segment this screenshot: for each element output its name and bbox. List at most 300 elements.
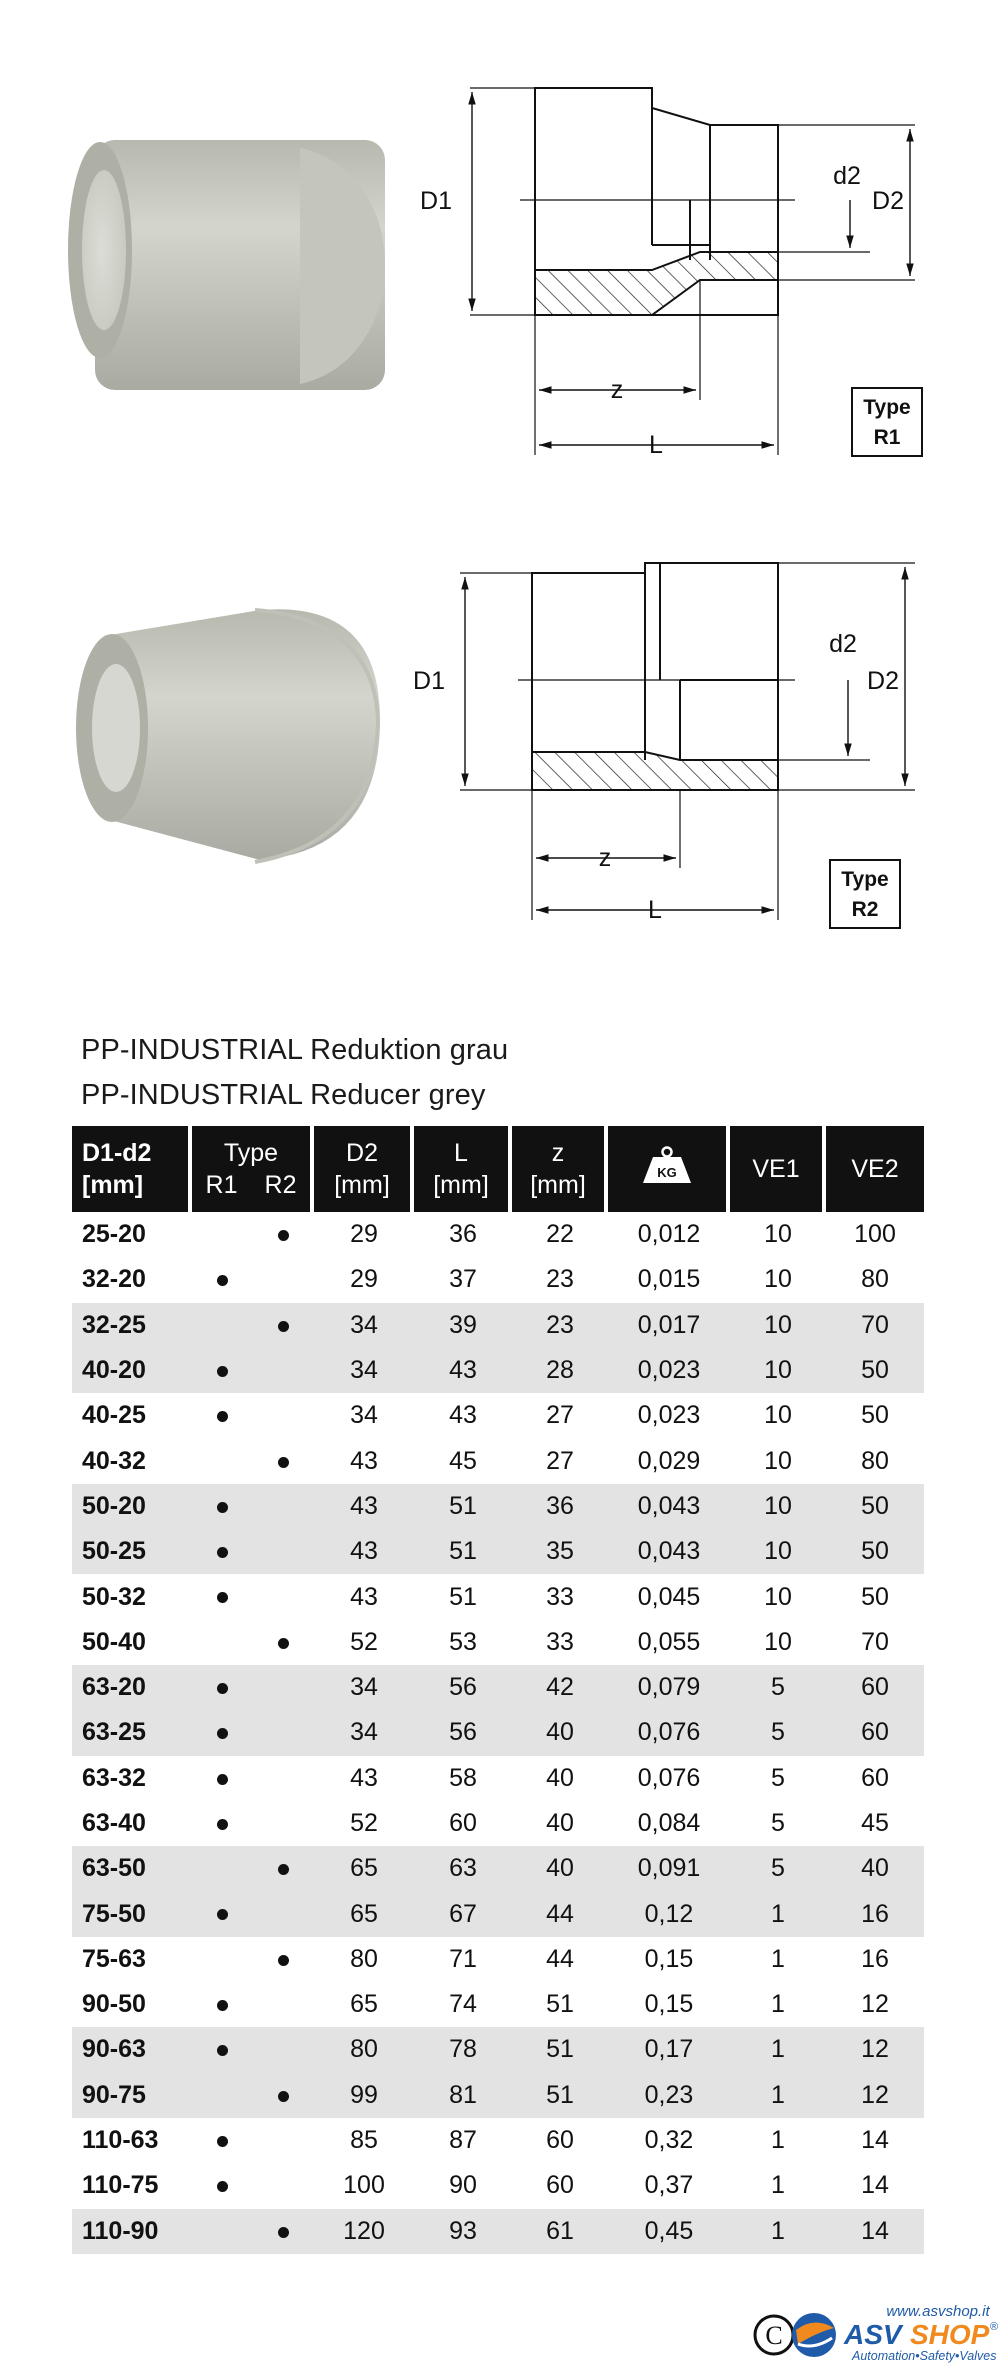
cell-kg: 0,023 (637, 1401, 701, 1430)
cell-kg: 0,32 (644, 2126, 694, 2155)
type-r1-marker (203, 1628, 243, 1657)
title-english: PP-INDUSTRIAL Reducer grey (81, 1079, 486, 1111)
cell-dd: 40-20 (72, 1348, 192, 1393)
cell-ve1: 1 (730, 2209, 826, 2254)
type-r2-marker (264, 1220, 304, 1249)
cell-type (192, 2027, 314, 2072)
title-german: PP-INDUSTRIAL Reduktion grau (81, 1034, 509, 1066)
cell-l: 51 (449, 1582, 477, 1611)
header-weight (608, 1126, 730, 1212)
type-r2-marker (264, 1718, 304, 1747)
type-r1-marker (203, 1990, 243, 2019)
cell-z: 33 (546, 1582, 574, 1611)
bullet-dot-icon (217, 1819, 228, 1830)
table-row (72, 1393, 924, 1438)
bullet-dot-icon (278, 1321, 289, 1332)
logo-brand-asv: ASV (844, 2319, 902, 2350)
cell-l: 56 (414, 1710, 512, 1755)
cell-ve1: 1 (771, 1990, 785, 2019)
type-r2-marker (264, 2171, 304, 2200)
cell-z: 36 (512, 1484, 608, 1529)
type-r2-marker (264, 1492, 304, 1521)
type-r2-marker (264, 2217, 304, 2246)
type-r2-marker (264, 1809, 304, 1838)
cell-d2: 65 (314, 1846, 414, 1891)
cell-ve1: 10 (730, 1484, 826, 1529)
header-l-line1: L (454, 1139, 468, 1167)
header-l (414, 1126, 512, 1212)
cell-z: 60 (546, 2126, 574, 2155)
bullet-dot-icon (217, 1683, 228, 1694)
cell-ve2: 14 (861, 2126, 889, 2155)
cell-l: 81 (414, 2073, 512, 2118)
cell-dd: 75-50 (72, 1891, 192, 1936)
cell-ve1: 5 (730, 1665, 826, 1710)
table-body (72, 1212, 924, 2254)
type-r2-marker (264, 1447, 304, 1476)
cell-type (192, 1620, 314, 1665)
type-r1-marker (203, 1492, 243, 1521)
type-box-r1-line1: Type (863, 396, 911, 419)
cell-dd: 110-90 (72, 2209, 192, 2254)
cell-l: 78 (414, 2027, 512, 2072)
cell-dd: 63-50 (72, 1846, 192, 1891)
cell-ve1: 1 (730, 2027, 826, 2072)
logo-registered: ® (990, 2321, 999, 2333)
cell-type (192, 2073, 314, 2118)
cell-type (192, 1212, 314, 1257)
table-row (72, 1665, 924, 1710)
cell-d2: 43 (314, 1529, 414, 1574)
cell-kg: 0,055 (637, 1627, 701, 1656)
bullet-dot-icon (217, 2181, 228, 2192)
asvshop-logo[interactable] (752, 2302, 1000, 2366)
bullet-dot-icon (217, 2000, 228, 2011)
bullet-dot-icon (217, 2136, 228, 2147)
type-box-r1 (852, 388, 922, 456)
table-row (72, 1529, 924, 1574)
cell-kg: 0,079 (608, 1665, 730, 1710)
type-r1-marker (203, 2035, 243, 2064)
table-row (72, 1303, 924, 1348)
type-box-r2-line1: Type (841, 868, 889, 891)
cell-z: 40 (546, 1809, 574, 1837)
cell-dd: 50-25 (72, 1529, 192, 1574)
bullet-dot-icon (278, 1457, 289, 1468)
cell-dd: 32-20 (82, 1265, 146, 1294)
cell-ve1: 5 (771, 1763, 785, 1792)
cell-ve2: 16 (826, 1891, 924, 1936)
cell-ve2: 60 (826, 1710, 924, 1755)
type-r2-marker (264, 1583, 304, 1612)
weight-kg-icon-text: KG (657, 1165, 677, 1180)
bullet-dot-icon (217, 1411, 228, 1422)
type-box-r2 (830, 860, 900, 928)
weight-kg-icon (641, 1146, 693, 1184)
type-r1-marker (203, 1809, 243, 1838)
cell-kg: 0,045 (637, 1582, 701, 1611)
cell-l: 67 (414, 1891, 512, 1936)
logo-url[interactable]: www.asvshop.it (886, 2303, 990, 2320)
cell-z: 27 (546, 1446, 574, 1475)
header-ve2: VE2 (826, 1126, 924, 1212)
cell-ve2: 60 (826, 1665, 924, 1710)
cell-ve1: 10 (764, 1401, 792, 1430)
cell-ve1: 10 (764, 1220, 792, 1249)
cell-ve2: 50 (861, 1582, 889, 1611)
cell-type (192, 1891, 314, 1936)
cell-l: 87 (449, 2126, 477, 2155)
cell-ve1: 10 (764, 1627, 792, 1656)
type-r1-marker (203, 2217, 243, 2246)
cell-kg: 0,091 (608, 1846, 730, 1891)
table-header-row (72, 1126, 924, 1212)
table-row (72, 2118, 924, 2163)
cell-l: 74 (449, 1990, 477, 2019)
header-z-line1: z (551, 1139, 565, 1167)
type-r2-marker (264, 1628, 304, 1657)
header-r2: R2 (264, 1171, 297, 1199)
type-r2-marker (264, 1945, 304, 1974)
cell-dd: 63-20 (72, 1665, 192, 1710)
cell-kg: 0,043 (608, 1529, 730, 1574)
cell-kg: 0,37 (644, 2171, 694, 2200)
cell-l: 43 (449, 1401, 477, 1430)
cell-kg: 0,15 (644, 1990, 694, 2019)
cell-d2: 43 (350, 1446, 378, 1475)
cell-d2: 80 (350, 1944, 378, 1973)
logo-brand-shop: SHOP (910, 2319, 990, 2350)
type-r1-marker (203, 1311, 243, 1340)
header-z-line2: [mm] (530, 1171, 586, 1199)
cell-z: 51 (512, 2073, 608, 2118)
cell-type (192, 1846, 314, 1891)
cell-ve1: 1 (771, 2171, 785, 2200)
cell-type (192, 1574, 314, 1619)
cell-z: 23 (512, 1303, 608, 1348)
header-z (512, 1126, 608, 1212)
cell-l: 71 (449, 1944, 477, 1973)
cell-type (192, 1982, 314, 2027)
type-r2-marker (264, 2081, 304, 2110)
type-r1-marker (203, 1945, 243, 1974)
type-r1-marker (203, 1356, 243, 1385)
header-d1-d2 (72, 1126, 192, 1212)
cell-dd: 90-50 (82, 1990, 146, 2019)
cell-type (192, 1665, 314, 1710)
cell-ve1: 10 (730, 1348, 826, 1393)
cell-z: 44 (546, 1944, 574, 1973)
header-d1-d2-line1: D1-d2 (82, 1139, 152, 1167)
figure-type-r2 (0, 530, 1000, 950)
cell-dd: 63-32 (82, 1763, 146, 1792)
bullet-dot-icon (217, 2045, 228, 2056)
cell-dd: 25-20 (82, 1220, 146, 1249)
cell-l: 90 (449, 2171, 477, 2200)
cell-ve2: 12 (826, 2073, 924, 2118)
cell-dd: 50-20 (72, 1484, 192, 1529)
header-d2-line2: [mm] (334, 1171, 390, 1199)
bullet-dot-icon (217, 1774, 228, 1785)
bullet-dot-icon (278, 1955, 289, 1966)
table-row (72, 2027, 924, 2072)
cell-kg: 0,043 (608, 1484, 730, 1529)
cell-dd: 32-25 (72, 1303, 192, 1348)
cell-type (192, 1303, 314, 1348)
logo-tagline: Automation•Safety•Valves (852, 2349, 997, 2363)
cell-d2: 120 (314, 2209, 414, 2254)
table-row (72, 1620, 924, 1665)
cell-ve2: 12 (826, 2027, 924, 2072)
label-l-r1: L (649, 431, 663, 459)
cell-ve1: 10 (764, 1582, 792, 1611)
cell-type (192, 2163, 314, 2208)
cell-ve1: 1 (730, 2073, 826, 2118)
cell-d2: 29 (350, 1220, 378, 1249)
cell-l: 93 (414, 2209, 512, 2254)
cell-d2: 43 (350, 1763, 378, 1792)
bullet-dot-icon (217, 1275, 228, 1286)
cell-ve1: 5 (730, 1710, 826, 1755)
cell-type (192, 2118, 314, 2163)
cell-ve2: 50 (826, 1348, 924, 1393)
table-row (72, 1212, 924, 1257)
cell-l: 51 (414, 1484, 512, 1529)
cell-type (192, 1484, 314, 1529)
label-lower-d2-r2: d2 (829, 630, 857, 658)
cell-ve1: 10 (730, 1529, 826, 1574)
cell-type (192, 2209, 314, 2254)
type-r2-marker (264, 1900, 304, 1929)
cell-l: 43 (414, 1348, 512, 1393)
cell-z: 51 (512, 2027, 608, 2072)
cell-ve1: 1 (771, 1944, 785, 1973)
cell-dd: 40-25 (82, 1401, 146, 1430)
bullet-dot-icon (278, 2227, 289, 2238)
cell-kg: 0,023 (608, 1348, 730, 1393)
cell-ve1: 10 (764, 1265, 792, 1294)
cell-l: 60 (449, 1809, 477, 1837)
type-r1-marker (203, 1583, 243, 1612)
cell-d2: 34 (314, 1710, 414, 1755)
cell-kg: 0,084 (637, 1809, 701, 1837)
table-row (72, 2073, 924, 2118)
cell-l: 37 (449, 1265, 477, 1294)
cell-z: 61 (512, 2209, 608, 2254)
cell-z: 28 (512, 1348, 608, 1393)
globe-icon (792, 2313, 836, 2357)
cell-l: 63 (414, 1846, 512, 1891)
label-l-r2: L (648, 896, 662, 924)
cell-d2: 34 (314, 1665, 414, 1710)
cell-type (192, 1348, 314, 1393)
label-lower-d2-r1: d2 (833, 162, 861, 190)
bullet-dot-icon (278, 1230, 289, 1241)
cell-l: 36 (449, 1220, 477, 1249)
technical-drawing-r1 (470, 88, 915, 455)
table-row (72, 1348, 924, 1393)
type-r1-marker (203, 1900, 243, 1929)
cell-type (192, 1257, 314, 1302)
cell-ve2: 100 (854, 1220, 896, 1249)
reducer-r1-photo (68, 140, 385, 390)
type-r1-marker (203, 2171, 243, 2200)
cell-dd: 90-63 (72, 2027, 192, 2072)
cell-z: 23 (546, 1265, 574, 1294)
table-row (72, 1257, 924, 1302)
type-r2-marker (264, 1537, 304, 1566)
table-row (72, 1484, 924, 1529)
type-r1-marker (203, 2126, 243, 2155)
header-ve1: VE1 (730, 1126, 826, 1212)
cell-d2: 65 (314, 1891, 414, 1936)
type-r1-marker (203, 1220, 243, 1249)
cell-z: 35 (512, 1529, 608, 1574)
label-d1-r2: D1 (413, 667, 445, 695)
cell-d2: 80 (314, 2027, 414, 2072)
type-r1-marker (203, 1764, 243, 1793)
type-r2-marker (264, 1764, 304, 1793)
label-z-r2: z (598, 844, 612, 872)
type-r2-marker (264, 2035, 304, 2064)
cell-l: 56 (414, 1665, 512, 1710)
label-z-r1: z (610, 376, 624, 404)
cell-ve2: 80 (861, 1265, 889, 1294)
cell-ve2: 80 (861, 1446, 889, 1475)
cell-ve1: 5 (730, 1846, 826, 1891)
reducer-r2-photo (76, 609, 380, 862)
cell-d2: 34 (314, 1303, 414, 1348)
cell-l: 39 (414, 1303, 512, 1348)
cell-ve2: 70 (861, 1627, 889, 1656)
table-row (72, 1801, 924, 1846)
type-r2-marker (264, 2126, 304, 2155)
type-r2-marker (264, 1990, 304, 2019)
cell-kg: 0,012 (637, 1220, 701, 1249)
copyright-letter: C (765, 2321, 783, 2350)
cell-ve2: 50 (861, 1401, 889, 1430)
header-d2 (314, 1126, 414, 1212)
cell-z: 44 (512, 1891, 608, 1936)
bullet-dot-icon (278, 2091, 289, 2102)
cell-d2: 43 (314, 1484, 414, 1529)
header-r1: R1 (205, 1171, 238, 1199)
cell-d2: 85 (350, 2126, 378, 2155)
cell-type (192, 1801, 314, 1846)
type-r2-marker (264, 1265, 304, 1294)
cell-dd: 40-32 (82, 1446, 146, 1475)
cell-dd: 90-75 (72, 2073, 192, 2118)
cell-l: 53 (449, 1627, 477, 1656)
header-d2-line1: D2 (346, 1139, 378, 1167)
cell-type (192, 1438, 314, 1483)
cell-ve1: 1 (730, 1891, 826, 1936)
type-r1-marker (203, 2081, 243, 2110)
cell-z: 40 (512, 1846, 608, 1891)
table-row (72, 1891, 924, 1936)
cell-dd: 50-32 (82, 1582, 146, 1611)
cell-dd: 63-40 (82, 1809, 146, 1837)
product-titles (81, 1028, 508, 1118)
cell-ve2: 14 (861, 2171, 889, 2200)
cell-dd: 63-25 (72, 1710, 192, 1755)
table-row (72, 1756, 924, 1801)
table-row (72, 1710, 924, 1755)
cell-d2: 100 (343, 2171, 385, 2200)
cell-l: 51 (414, 1529, 512, 1574)
cell-type (192, 1937, 314, 1982)
label-upper-d2-r1: D2 (872, 187, 904, 215)
cell-d2: 99 (314, 2073, 414, 2118)
cell-z: 40 (546, 1763, 574, 1792)
bullet-dot-icon (278, 1638, 289, 1649)
cell-d2: 65 (350, 1990, 378, 2019)
cell-kg: 0,17 (608, 2027, 730, 2072)
type-r2-marker (264, 1356, 304, 1385)
cell-dd: 75-63 (82, 1944, 146, 1973)
cell-kg: 0,23 (608, 2073, 730, 2118)
type-r2-marker (264, 1401, 304, 1430)
table-row (72, 1846, 924, 1891)
header-l-line2: [mm] (433, 1171, 489, 1199)
cell-ve1: 5 (771, 1809, 785, 1837)
type-r2-marker (264, 1854, 304, 1883)
bullet-dot-icon (217, 1547, 228, 1558)
cell-z: 40 (512, 1710, 608, 1755)
cell-kg: 0,015 (637, 1265, 701, 1294)
cell-dd: 110-75 (82, 2171, 159, 2200)
cell-z: 27 (546, 1401, 574, 1430)
cell-kg: 0,076 (637, 1763, 701, 1792)
cell-d2: 52 (350, 1627, 378, 1656)
table-row (72, 2163, 924, 2208)
cell-kg: 0,017 (608, 1303, 730, 1348)
cell-d2: 34 (314, 1348, 414, 1393)
cell-type (192, 1756, 314, 1801)
cell-z: 60 (546, 2171, 574, 2200)
type-r1-marker (203, 1447, 243, 1476)
header-type (192, 1126, 314, 1212)
cell-kg: 0,15 (644, 1944, 694, 1973)
cell-d2: 34 (350, 1401, 378, 1430)
cell-kg: 0,076 (608, 1710, 730, 1755)
cell-ve2: 12 (861, 1990, 889, 2019)
type-box-r2-line2: R2 (851, 898, 879, 921)
header-type-label: Type (223, 1139, 279, 1167)
cell-z: 51 (546, 1990, 574, 2019)
type-r1-marker (203, 1854, 243, 1883)
cell-type (192, 1393, 314, 1438)
cell-d2: 43 (350, 1582, 378, 1611)
cell-type (192, 1710, 314, 1755)
table-row (72, 2209, 924, 2254)
cell-ve2: 45 (861, 1809, 889, 1837)
cell-type (192, 1529, 314, 1574)
type-r1-marker (203, 1265, 243, 1294)
cell-d2: 29 (350, 1265, 378, 1294)
cell-ve2: 60 (861, 1763, 889, 1792)
cell-ve2: 50 (826, 1484, 924, 1529)
cell-z: 42 (512, 1665, 608, 1710)
figure-type-r1 (0, 40, 1000, 480)
cell-kg: 0,45 (608, 2209, 730, 2254)
cell-dd: 110-63 (82, 2126, 159, 2155)
cell-kg: 0,029 (637, 1446, 701, 1475)
cell-ve1: 10 (730, 1303, 826, 1348)
cell-z: 22 (546, 1220, 574, 1249)
cell-ve2: 40 (826, 1846, 924, 1891)
bullet-dot-icon (217, 1909, 228, 1920)
